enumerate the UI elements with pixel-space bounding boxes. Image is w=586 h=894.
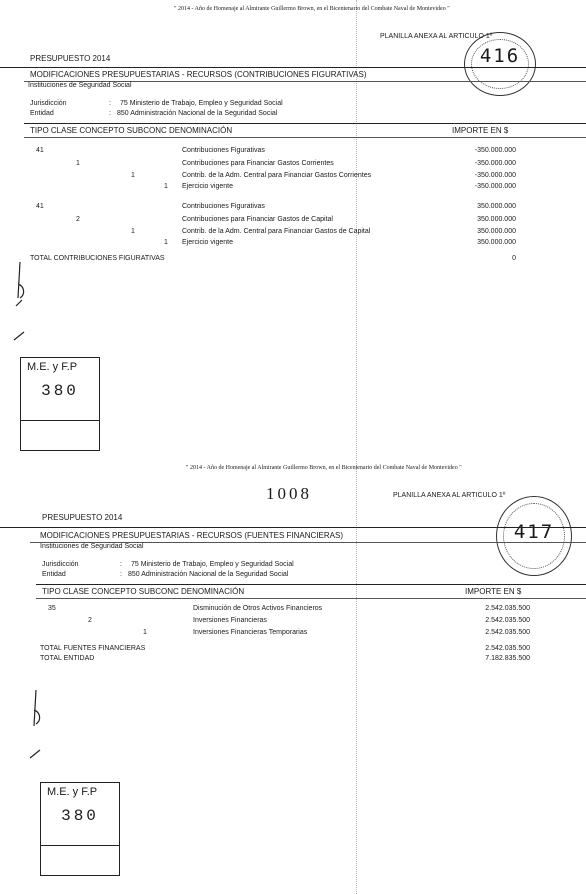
tipo-code: 35 [48, 605, 56, 612]
approval-stamp [40, 782, 120, 876]
divider [36, 598, 586, 599]
concepto-code: 1 [131, 172, 135, 179]
importe-cell: -350.000.000 [474, 172, 516, 179]
banner-text: " 2014 - Año de Homenaje al Almirante Guillermo Brown, en el Bicentenario del Combate Naval de Montevideo " [186, 465, 462, 471]
stamp-label: M.E. y F.P [47, 786, 98, 798]
divider [24, 137, 586, 138]
jurisdiccion-value: 75 Ministerio de Trabajo, Empleo y Seguridad Social [120, 100, 283, 107]
denominacion-cell: Contribuciones Figurativas [182, 203, 265, 210]
amount-header: IMPORTE EN $ [465, 587, 522, 596]
denominacion-cell: Contrib. de la Adm. Central para Financiar Gastos Corrientes [182, 172, 372, 179]
institution-label: Instituciones de Seguridad Social [28, 82, 132, 89]
importe-cell: 2.542.035.500 [485, 617, 530, 624]
column-headers: TIPO CLASE CONCEPTO SUBCONC DENOMINACIÓN [30, 126, 233, 135]
denominacion-cell: Contrib. de la Adm. Central para Financiar Gastos de Capital [182, 228, 371, 235]
page-fold-line [356, 0, 357, 894]
denominacion-cell: Disminución de Otros Activos Financieros [193, 605, 323, 612]
presupuesto-label: PRESUPUESTO 2014 [42, 513, 123, 522]
total-amount: 0 [512, 255, 516, 262]
divider [0, 527, 586, 528]
divider [36, 584, 586, 585]
importe-cell: 2.542.035.500 [485, 629, 530, 636]
denominacion-cell: Inversiones Financieras [193, 617, 267, 624]
approval-stamp [20, 357, 100, 451]
denominacion-cell: Contribuciones para Financiar Gastos de Capital [182, 216, 333, 223]
importe-cell: -350.000.000 [474, 147, 516, 154]
total-label: TOTAL ENTIDAD [40, 655, 95, 662]
stamp-label: M.E. y F.P [27, 361, 78, 373]
subconc-code: 1 [164, 183, 168, 190]
importe-cell: -350.000.000 [474, 183, 516, 190]
jurisdiccion-value: 75 Ministerio de Trabajo, Empleo y Seguridad Social [131, 561, 294, 568]
column-headers: TIPO CLASE CONCEPTO SUBCONC DENOMINACIÓN [42, 587, 245, 596]
clase-code: 2 [76, 216, 80, 223]
total-label: TOTAL CONTRIBUCIONES FIGURATIVAS [30, 255, 165, 262]
concepto-code: 1 [143, 629, 147, 636]
page-number: 1008 [266, 484, 312, 503]
clase-code: 2 [88, 617, 92, 624]
stamp-number: 380 [61, 807, 99, 825]
importe-cell: 350.000.000 [477, 228, 516, 235]
divider [24, 123, 586, 124]
section-title: MODIFICACIONES PRESUPUESTARIAS - RECURSOS (FUENTES FINANCIERAS) [40, 531, 343, 540]
section-title: MODIFICACIONES PRESUPUESTARIAS - RECURSOS (CONTRIBUCIONES FIGURATIVAS) [30, 70, 367, 79]
subconc-code: 1 [164, 239, 168, 246]
denominacion-cell: Contribuciones Figurativas [182, 147, 265, 154]
amount-header: IMPORTE EN $ [452, 126, 509, 135]
divider [0, 67, 586, 68]
entidad-label: Entidad [42, 571, 66, 578]
concepto-code: 1 [131, 228, 135, 235]
planilla-label: PLANILLA ANEXA AL ARTICULO 1º [393, 492, 506, 499]
institution-label: Instituciones de Seguridad Social [40, 543, 144, 550]
folio-number: 416 [479, 45, 521, 67]
entidad-label: Entidad [30, 110, 54, 117]
importe-cell: 350.000.000 [477, 203, 516, 210]
jurisdiccion-label: Jurisdicción [30, 100, 67, 107]
importe-cell: 350.000.000 [477, 239, 516, 246]
planilla-label: PLANILLA ANEXA AL ARTICULO 1º [380, 33, 493, 40]
importe-cell: -350.000.000 [474, 160, 516, 167]
folio-seal [496, 496, 572, 576]
stamp-number: 380 [41, 382, 79, 400]
entidad-value: 850 Administración Nacional de la Seguridad Social [117, 110, 278, 117]
jurisdiccion-label: Jurisdicción [42, 561, 79, 568]
banner-text: " 2014 - Año de Homenaje al Almirante Guillermo Brown, en el Bicentenario del Combate Naval de Montevideo " [174, 6, 450, 12]
handwritten-mark [10, 258, 32, 348]
total-label: TOTAL FUENTES FINANCIERAS [40, 645, 146, 652]
folio-number: 417 [513, 521, 555, 543]
denominacion-cell: Contribuciones para Financiar Gastos Corrientes [182, 160, 334, 167]
importe-cell: 2.542.035.500 [485, 605, 530, 612]
denominacion-cell: Inversiones Financieras Temporarias [193, 629, 308, 636]
clase-code: 1 [76, 160, 80, 167]
total-amount: 7.182.835.500 [485, 655, 530, 662]
importe-cell: 350.000.000 [477, 216, 516, 223]
handwritten-mark [24, 686, 48, 766]
entidad-value: 850 Administración Nacional de la Seguridad Social [128, 571, 289, 578]
denominacion-cell: Ejercicio vigente [182, 239, 233, 246]
total-amount: 2.542.035.500 [485, 645, 530, 652]
folio-seal [464, 32, 536, 96]
tipo-code: 41 [36, 147, 44, 154]
denominacion-cell: Ejercicio vigente [182, 183, 233, 190]
presupuesto-label: PRESUPUESTO 2014 [30, 54, 111, 63]
tipo-code: 41 [36, 203, 44, 210]
